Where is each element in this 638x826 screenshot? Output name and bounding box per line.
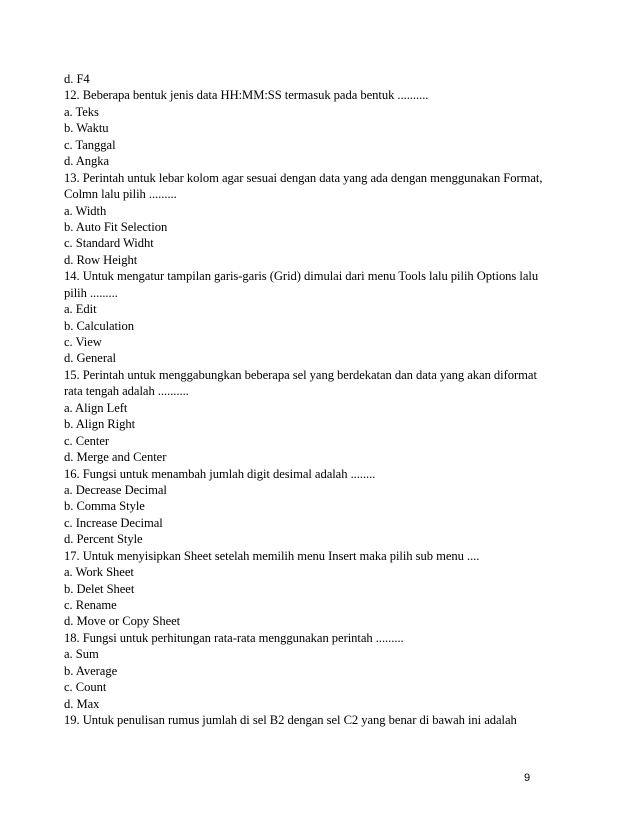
question-13: 13. Perintah untuk lebar kolom agar sesuai dengan data yang ada dengan menggunakan Format, (64, 170, 543, 185)
document-body (64, 71, 564, 729)
answer-option: d. Percent Style (64, 532, 143, 547)
answer-option: a. Teks (64, 104, 99, 119)
answer-option: c. Tanggal (64, 137, 116, 152)
answer-option: d. Move or Copy Sheet (64, 614, 181, 629)
answer-option: a. Width (64, 203, 107, 218)
answer-option: a. Decrease Decimal (64, 482, 167, 497)
answer-option: c. Standard Widht (64, 236, 154, 251)
page-number: 9 (524, 772, 531, 784)
question-19: 19. Untuk penulisan rumus jumlah di sel B2 dengan sel C2 yang benar di bawah ini adalah (64, 713, 517, 728)
answer-option: c. View (64, 335, 102, 349)
answer-option: b. Align Right (64, 417, 136, 432)
answer-option: a. Edit (64, 302, 97, 317)
answer-option: c. Center (64, 433, 110, 448)
answer-option: b. Delet Sheet (64, 581, 135, 596)
answer-option: d. Row Height (64, 252, 138, 267)
answer-option: d. Angka (64, 154, 110, 169)
question-18: 18. Fungsi untuk perhitungan rata-rata menggunakan perintah ......... (64, 630, 404, 645)
answer-option: b. Average (64, 663, 118, 678)
question-14-continued: pilih ......... (64, 285, 118, 300)
text-line: d. F4 (64, 72, 90, 86)
question-12: 12. Beberapa bentuk jenis data HH:MM:SS termasuk pada bentuk .......... (64, 88, 429, 103)
answer-option: d. Merge and Center (64, 450, 167, 465)
answer-option: b. Calculation (64, 318, 134, 333)
question-15-continued: rata tengah adalah .......... (64, 384, 189, 399)
question-15: 15. Perintah untuk menggabungkan beberapa sel yang berdekatan dan data yang akan diformat (64, 367, 537, 382)
answer-option: a. Sum (64, 647, 99, 662)
answer-option: a. Align Left (64, 400, 128, 415)
answer-option: a. Work Sheet (64, 565, 134, 580)
question-17: 17. Untuk menyisipkan Sheet setelah memilih menu Insert maka pilih sub menu .... (64, 548, 480, 563)
answer-option: d. General (64, 351, 116, 366)
answer-option: b. Waktu (64, 121, 109, 136)
question-13-continued: Colmn lalu pilih ......... (64, 187, 177, 202)
answer-option: c. Count (64, 680, 107, 695)
question-16: 16. Fungsi untuk menambah jumlah digit desimal adalah ........ (64, 466, 376, 481)
answer-option: c. Rename (64, 598, 117, 612)
question-14: 14. Untuk mengatur tampilan garis-garis (Grid) dimulai dari menu Tools lalu pilih Options lalu (64, 269, 539, 284)
answer-option: b. Auto Fit Selection (64, 219, 168, 234)
answer-option: b. Comma Style (64, 499, 145, 514)
answer-option: d. Max (64, 696, 100, 711)
answer-option: c. Increase Decimal (64, 515, 163, 530)
